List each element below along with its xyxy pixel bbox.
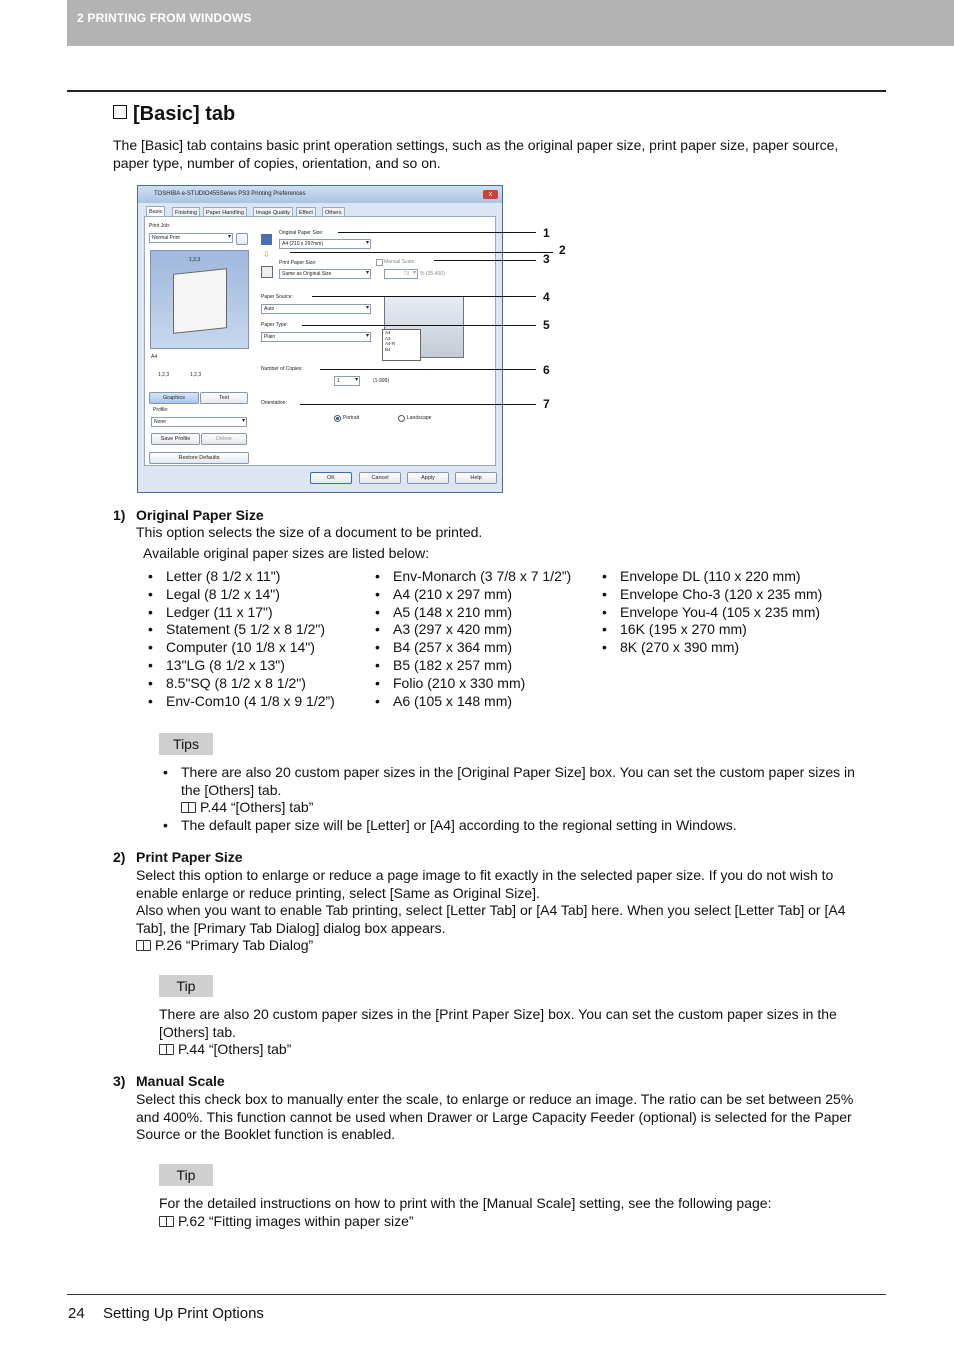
tips-bullet1-line1: There are also 20 custom paper sizes in the [Original Paper Size] box. You can set the custom paper sizes in (181, 764, 855, 780)
checkbox-bullet-icon (113, 105, 127, 119)
item3-line: and 400%. This function cannot be used when Drawer or Large Capacity Feeder (optional) is selected for the Paper (136, 1108, 852, 1125)
item1-heading: Original Paper Size (136, 507, 264, 523)
paper-type-label: Paper Type: (261, 322, 288, 328)
dialog-title: TOSHIBA e-STUDIO455Series PS3 Printing Preferences (154, 191, 306, 197)
original-paper-size-label: Original Paper Size: (279, 230, 324, 236)
preview-booklet-image (173, 268, 227, 334)
list-item: • 16K (195 x 270 mm) (602, 621, 822, 639)
callout-1: 1 (543, 226, 550, 240)
print-job-label: Print Job: (149, 223, 171, 229)
tray-label: A4 (385, 330, 391, 335)
page-number: 24 (68, 1305, 85, 1322)
top-rule (67, 90, 886, 92)
print-job-more-button[interactable] (236, 233, 248, 245)
book-icon (136, 940, 151, 951)
paper-source-label: Paper Source: (261, 294, 293, 300)
down-arrow-icon: ⇩ (263, 250, 270, 259)
section-heading (113, 103, 235, 126)
tips-bullets (163, 764, 878, 834)
item2-heading: Print Paper Size (136, 849, 243, 865)
tab-basic[interactable]: Basic (146, 206, 165, 219)
item2-body (136, 867, 878, 955)
item2-line: enable enlarge or reduce printing, select [Same as Original Size]. (136, 884, 540, 901)
tip-label: Tip (159, 1164, 213, 1186)
text-button[interactable]: Text (200, 392, 248, 404)
original-paper-size-select[interactable]: A4 (210 x 297mm) ▾ (279, 239, 371, 249)
reference-link-text: P.26 “Primary Tab Dialog” (155, 937, 314, 954)
section-title: [Basic] tab (133, 103, 236, 125)
tab-image-quality[interactable]: Image Quality (253, 207, 293, 219)
tips-bullet1-line2: the [Others] tab. (181, 781, 282, 798)
item3-number: 3) (113, 1073, 126, 1089)
landscape-label: Landscape (407, 415, 432, 421)
manual-scale-checkbox[interactable] (376, 259, 383, 266)
restore-defaults-button[interactable]: Restore Defaults (149, 452, 249, 464)
list-item: • Letter (8 1/2 x 11") (148, 568, 335, 586)
print-job-select[interactable]: Normal Print ▾ (149, 233, 233, 243)
manual-scale-label: Manual Scale: (384, 259, 416, 265)
copies-input[interactable]: 1 ▾ (334, 376, 360, 386)
paper-source-select[interactable]: Auto ▾ (261, 304, 371, 314)
print-paper-size-label: Print Paper Size: (279, 260, 317, 266)
list-item: • A5 (148 x 210 mm) (375, 604, 571, 622)
list-item: • 13"LG (8 1/2 x 13") (148, 657, 335, 675)
paper-size-list-col2 (375, 568, 571, 710)
print-size-icon (261, 266, 273, 278)
tip2-line: There are also 20 custom paper sizes in the [Print Paper Size] box. You can set the custom paper sizes in the (159, 1006, 837, 1022)
list-item: • Ledger (11 x 17") (148, 604, 335, 622)
list-item: • 8K (270 x 390 mm) (602, 639, 822, 657)
reference-link-text: P.44 “[Others] tab” (200, 799, 314, 816)
ok-button[interactable]: OK (310, 472, 352, 484)
tab-paper-handling[interactable]: Paper Handling (203, 207, 247, 219)
list-item: • Envelope You-4 (105 x 235 mm) (602, 604, 822, 622)
collate-b-label: 1,2,3 (190, 372, 202, 378)
item3-heading: Manual Scale (136, 1073, 225, 1089)
list-item: • Computer (10 1/8 x 14") (148, 639, 335, 657)
tip2-line: [Others] tab. (159, 1023, 237, 1040)
list-item: • The default paper size will be [Letter] or [A4] according to the regional setting in Windows. (163, 817, 878, 835)
tip2-body (159, 1006, 879, 1059)
tray-label: A3 (385, 335, 391, 341)
orientation-label: Orientation: (261, 400, 287, 406)
copies-range: (1-999) (373, 378, 390, 384)
tab-finishing[interactable]: Finishing (172, 207, 200, 219)
apply-button[interactable]: Apply (407, 472, 449, 484)
dialog-titlebar (138, 186, 502, 203)
chapter-header-band (67, 0, 954, 46)
paper-size-list-col3 (602, 568, 822, 657)
tip-label: Tip (159, 975, 213, 997)
copies-label: Number of Copies: (261, 366, 303, 372)
profile-select[interactable]: None ▾ (151, 417, 247, 427)
portrait-label: Portrait (343, 415, 360, 421)
item2-number: 2) (113, 849, 126, 865)
tab-effect[interactable]: Effect (296, 207, 316, 219)
list-item: • B5 (182 x 257 mm) (375, 657, 571, 675)
preview-page-numbers: 1,2,3 (189, 257, 201, 263)
printer-image (384, 296, 464, 358)
item2-line: Also when you want to enable Tab printing, select [Letter Tab] or [A4 Tab] here. When you select [Letter Tab] or [A4 (136, 902, 846, 919)
callout-line-2 (290, 252, 553, 253)
reference-link-text: P.44 “[Others] tab” (178, 1041, 292, 1058)
preview-size-label: A4 (151, 354, 158, 360)
list-item: • A3 (297 x 420 mm) (375, 621, 571, 639)
landscape-radio[interactable] (398, 415, 405, 422)
footer-section: Setting Up Print Options (103, 1305, 264, 1322)
callout-2: 2 (559, 243, 566, 257)
callout-6: 6 (543, 363, 550, 377)
item2-line: Select this option to enlarge or reduce a page image to fit exactly in the selected paper size. If you do not wish to (136, 867, 834, 883)
intro-paragraph (113, 137, 838, 172)
manual-scale-input[interactable]: 73 ▾ (384, 269, 418, 279)
callout-line-4 (312, 296, 536, 297)
print-paper-size-select[interactable]: Same as Original Size ▾ (279, 269, 371, 279)
tip2-ref[interactable] (159, 1041, 879, 1059)
callout-7: 7 (543, 397, 550, 411)
save-profile-button[interactable]: Save Profile (151, 433, 200, 445)
paper-tray-list (382, 329, 421, 361)
callout-line-6 (320, 369, 536, 370)
help-button[interactable]: Help (455, 472, 497, 484)
tray-label: B4 (385, 346, 391, 352)
graphics-button[interactable]: Graphics (149, 392, 199, 404)
manual-scale-range: % (25-400) (420, 271, 445, 277)
list-item: • Folio (210 x 330 mm) (375, 675, 571, 693)
list-item: • A6 (105 x 148 mm) (375, 693, 571, 711)
list-item: • Statement (5 1/2 x 8 1/2") (148, 621, 335, 639)
callout-3: 3 (543, 252, 550, 266)
portrait-radio[interactable] (334, 415, 341, 422)
tray-label: A4-R (385, 341, 396, 346)
book-icon (159, 1216, 174, 1227)
item1-number: 1) (113, 507, 126, 523)
tip3-ref[interactable] (159, 1213, 879, 1231)
item1-description: This option selects the size of a document to be printed. (136, 524, 483, 540)
list-item: • Envelope DL (110 x 220 mm) (602, 568, 822, 586)
item3-line: Source or the Booklet function is enabled. (136, 1126, 396, 1143)
callout-4: 4 (543, 290, 550, 304)
callout-line-1 (338, 232, 536, 233)
item2-ref[interactable] (136, 937, 878, 955)
paper-size-list-col1 (148, 568, 335, 710)
list-item: • 8.5"SQ (8 1/2 x 8 1/2") (148, 675, 335, 693)
callout-line-7 (300, 404, 536, 405)
cancel-button[interactable]: Cancel (359, 472, 401, 484)
item2-line: Tab], the [Primary Tab Dialog] dialog box appears. (136, 919, 446, 936)
tip3-body (159, 1195, 879, 1230)
intro-line-2: paper type, number of copies, orientation, and so on. (113, 154, 441, 171)
bottom-rule (67, 1294, 886, 1295)
list-item: • B4 (257 x 364 mm) (375, 639, 571, 657)
list-item: • A4 (210 x 297 mm) (375, 586, 571, 604)
tip3-line: For the detailed instructions on how to print with the [Manual Scale] setting, see the following page: (159, 1195, 772, 1211)
close-icon[interactable]: x (483, 190, 498, 199)
original-size-icon (261, 234, 272, 245)
list-item: • Envelope Cho-3 (120 x 235 mm) (602, 586, 822, 604)
list-item: • Env-Com10 (4 1/8 x 9 1/2”) (148, 693, 335, 711)
chapter-title: 2 PRINTING FROM WINDOWS (77, 11, 252, 25)
reference-link-text: P.62 “Fitting images within paper size” (178, 1212, 414, 1229)
book-icon (181, 802, 196, 813)
tab-others[interactable]: Others (322, 207, 345, 219)
intro-line-1: The [Basic] tab contains basic print operation settings, such as the original paper size, print paper size, paper source, (113, 137, 839, 153)
item1-available: Available original paper sizes are listed below: (143, 545, 430, 561)
item3-line: Select this check box to manually enter the scale, to enlarge or reduce an image. The ratio can be set between 25% (136, 1091, 854, 1107)
collate-a-label: 1,2,3 (158, 372, 170, 378)
paper-type-select[interactable]: Plain ▾ (261, 332, 371, 342)
layout-preview (150, 250, 249, 349)
list-item: • There are also 20 custom paper sizes in the [Original Paper Size] box. You can set the custom paper sizes in the [Others] tab. P.44 “[Others] tab” (163, 764, 878, 817)
callout-5: 5 (543, 318, 550, 332)
item3-body (136, 1091, 878, 1144)
book-icon (159, 1044, 174, 1055)
callout-line-3 (434, 260, 536, 261)
callout-line-5 (302, 325, 536, 326)
list-item: • Legal (8 1/2 x 14") (148, 586, 335, 604)
list-item: • Env-Monarch (3 7/8 x 7 1/2”) (375, 568, 571, 586)
tips-bullet2: The default paper size will be [Letter] or [A4] according to the regional setting in Windows. (181, 816, 737, 833)
tips-bullet1-ref[interactable] (181, 799, 878, 817)
tips-label: Tips (159, 733, 213, 755)
profile-label: Profile: (153, 407, 169, 413)
delete-profile-button[interactable]: Delete (201, 433, 247, 445)
